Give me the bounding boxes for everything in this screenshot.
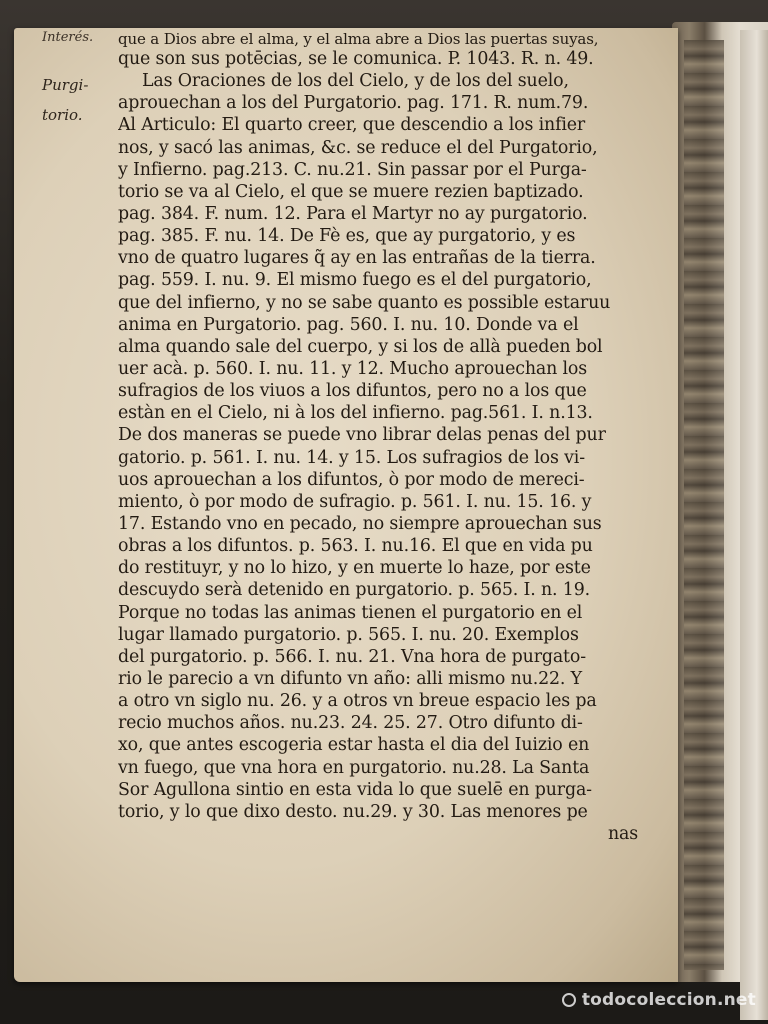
text-line: 17. Estando vno en pecado, no siempre aprouechan sus <box>118 513 602 534</box>
text-line: descuydo serà detenido en purgatorio. p. 565. I. n. 19. <box>118 580 591 601</box>
watermark-logo-icon <box>562 993 576 1007</box>
catchword: nas <box>607 823 638 844</box>
text-line: Sor Agullona sintio en esta vida lo que suelē en purga- <box>118 779 592 800</box>
watermark-text: todocoleccion.net <box>581 990 756 1010</box>
book-cover-edge <box>740 30 768 1020</box>
margin-note-line: Purgi- <box>42 76 89 94</box>
text-line: del purgatorio. p. 566. I. nu. 21. Vna hora de purgato- <box>118 646 586 667</box>
text-line: De dos maneras se puede vno librar delas penas del pur <box>118 425 606 446</box>
text-line: vn fuego, que vna hora en purgatorio. nu.28. La Santa <box>118 757 590 778</box>
text-line: torio se va al Cielo, el que se muere rezien baptizado. <box>118 181 584 202</box>
text-line: que del infierno, y no se sabe quanto es possible estaruu <box>118 292 611 313</box>
text-line: alma quando sale del cuerpo, y si los de allà pueden bol <box>118 336 603 357</box>
text-line: vno de quatro lugares q̃ ay en las entrañas de la tierra. <box>118 248 596 269</box>
text-line: miento, ò por modo de sufragio. p. 561. I. nu. 15. 16. y <box>118 491 592 512</box>
text-line: Porque no todas las animas tienen el purgatorio en el <box>118 602 583 623</box>
watermark <box>562 990 756 1010</box>
text-line: obras a los difuntos. p. 563. I. nu.16. El que en vida pu <box>118 536 593 557</box>
text-line: gatorio. p. 561. I. nu. 14. y 15. Los sufragios de los vi- <box>118 447 585 468</box>
text-line: sufragios de los viuos a los difuntos, pero no a los que <box>118 381 587 402</box>
margin-note <box>42 70 120 130</box>
text-line: xo, que antes escogeria estar hasta el dia del Iuizio en <box>118 735 590 756</box>
text-line: pag. 384. F. num. 12. Para el Martyr no ay purgatorio. <box>118 203 588 224</box>
text-line: y Infierno. pag.213. C. nu.21. Sin passar por el Purga- <box>118 159 587 180</box>
top-margin-note: Interés. <box>42 30 94 45</box>
text-line: que son sus potēcias, se le comunica. P. 1043. R. n. 49. <box>118 49 594 69</box>
text-line: uer acà. p. 560. I. nu. 11. y 12. Mucho aprouechan los <box>118 358 588 379</box>
text-line: aprouechan a los del Purgatorio. pag. 171. R. num.79. <box>118 93 589 114</box>
page-text <box>118 30 638 845</box>
text-line: lugar llamado purgatorio. p. 565. I. nu. 20. Exemplos <box>118 624 579 645</box>
text-line: pag. 385. F. nu. 14. De Fè es, que ay purgatorio, y es <box>118 226 576 247</box>
text-line: uos aprouechan a los difuntos, ò por modo de mereci- <box>118 469 585 490</box>
margin-note-line: torio. <box>42 106 83 124</box>
text-line: a otro vn siglo nu. 26. y a otros vn breue espacio les pa <box>118 691 597 712</box>
text-line: do restituyr, y no lo hizo, y en muerte lo haze, por este <box>118 558 591 579</box>
text-line: Al Articulo: El quarto creer, que descendio a los infier <box>118 115 586 136</box>
text-line: rio le parecio a vn difunto vn año: alli mismo nu.22. Y <box>118 668 582 689</box>
text-line: Las Oraciones de los del Cielo, y de los del suelo, <box>142 71 569 92</box>
text-line: recio muchos años. nu.23. 24. 25. 27. Otro difunto di- <box>118 713 583 734</box>
text-line: estàn en el Cielo, ni à los del infierno. pag.561. I. n.13. <box>118 403 593 424</box>
text-line: torio, y lo que dixo desto. nu.29. y 30. Las menores pe <box>118 801 588 822</box>
text-line: pag. 559. I. nu. 9. El mismo fuego es el del purgatorio, <box>118 270 592 291</box>
worn-spine <box>684 40 724 970</box>
text-line: nos, y sacó las animas, &c. se reduce el del Purgatorio, <box>118 137 598 158</box>
text-line: que a Dios abre el alma, y el alma abre a Dios las puertas suyas, <box>118 30 599 48</box>
text-line: anima en Purgatorio. pag. 560. I. nu. 10. Donde va el <box>118 314 579 335</box>
